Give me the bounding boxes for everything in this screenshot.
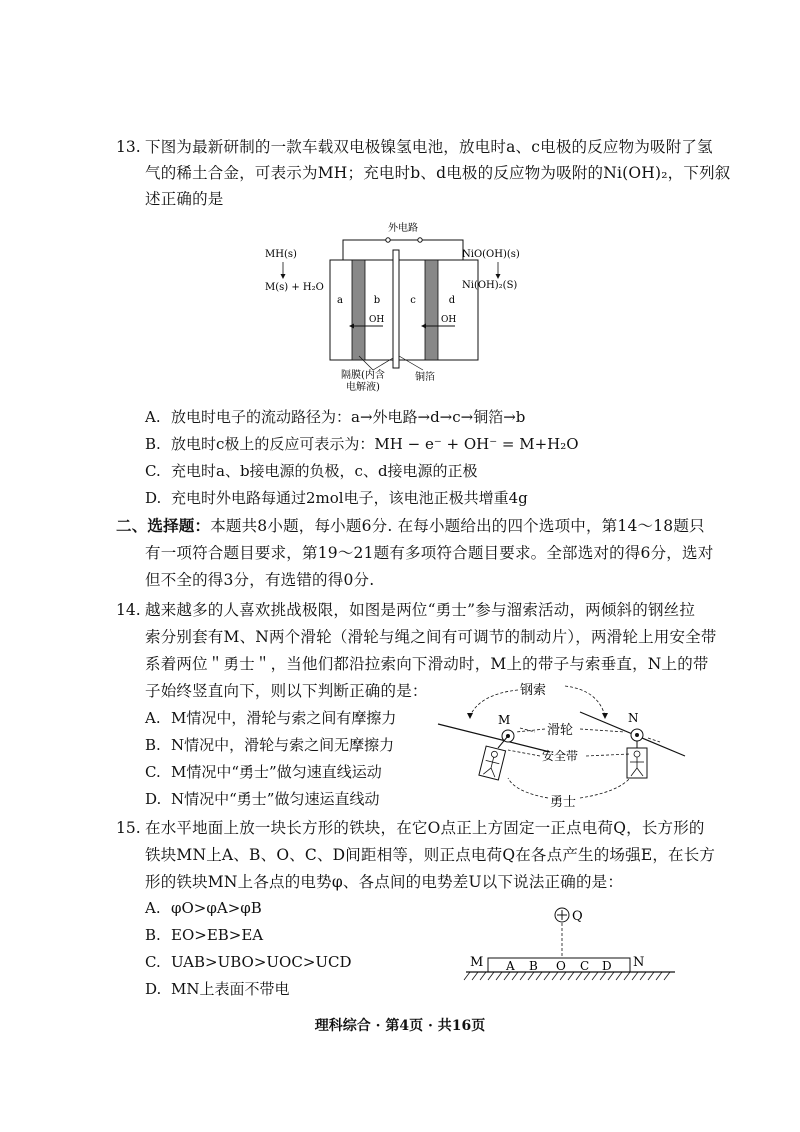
membrane-label-1: 隔膜(内含 bbox=[341, 370, 385, 381]
membrane-label-2: 电解液) bbox=[346, 382, 380, 393]
cable-label: 钢索 bbox=[520, 683, 547, 698]
q14-option-c[interactable] bbox=[145, 762, 382, 782]
label-m: M bbox=[498, 713, 511, 727]
zipline-diagram bbox=[420, 672, 695, 812]
option-text: N情况中“勇士”做匀速运直线动 bbox=[171, 790, 380, 808]
electrode-c bbox=[425, 260, 438, 360]
option-label: D. bbox=[145, 489, 162, 507]
option-label: A. bbox=[145, 408, 161, 426]
option-text: UAB>UBO>UOC>UCD bbox=[171, 953, 352, 971]
q15-option-c[interactable] bbox=[145, 952, 352, 972]
option-text: 充电时外电路每通过2mol电子，该电池正极共增重4g bbox=[171, 489, 528, 507]
option-label: B. bbox=[145, 435, 161, 453]
q13-option-a[interactable] bbox=[145, 407, 525, 427]
label-a: a bbox=[337, 295, 343, 306]
right-bottom-label: Ni(OH)₂(S) bbox=[462, 280, 518, 291]
option-label: C. bbox=[145, 763, 161, 781]
oh-right-label: OH bbox=[441, 315, 457, 325]
q13-line-1: 下图为最新研制的一款车载双电极镍氢电池，放电时a、c电极的反应物为吸附了氢 bbox=[145, 138, 713, 156]
option-text: 放电时电子的流动路径为：a→外电路→d→c→铜箔→b bbox=[171, 408, 526, 426]
q14-line-3: 系着两位＂勇士＂，当他们都沿拉索向下滑动时，M上的带子与索垂直，N上的带 bbox=[145, 655, 709, 673]
oh-left-label: OH bbox=[369, 315, 385, 325]
option-text: 充电时a、b接电源的负极，c、d接电源的正极 bbox=[171, 462, 478, 480]
q14-option-b[interactable] bbox=[145, 735, 394, 755]
belt-label: 安全带 bbox=[542, 749, 579, 763]
section2-line-3: 但不全的得3分，有选错的得0分. bbox=[145, 571, 375, 589]
q14-line-4: 子始终竖直向下，则以下判断正确的是： bbox=[145, 682, 428, 700]
hero-label: 勇士 bbox=[550, 795, 577, 810]
label-d: d bbox=[448, 295, 456, 306]
q15-line-3: 形的铁块MN上各点的电势φ、各点间的电势差U以下说法正确的是： bbox=[145, 873, 624, 891]
option-text: N情况中，滑轮与索之间无摩擦力 bbox=[171, 736, 395, 754]
left-top-label: MH(s) bbox=[265, 249, 297, 260]
q15-option-b[interactable] bbox=[145, 925, 263, 945]
q15-line-2: 铁块MN上A、B、O、C、D间距相等，则正点电荷Q在各点产生的场强E，在长方 bbox=[145, 846, 716, 864]
label-c: C bbox=[580, 959, 590, 973]
option-label: B. bbox=[145, 926, 161, 944]
q15-option-d[interactable] bbox=[145, 979, 290, 999]
section2-title: 二、选择题： bbox=[116, 516, 211, 535]
option-text: 放电时c极上的反应可表示为：MH − e⁻ + OH⁻ = M+H₂O bbox=[171, 435, 579, 453]
q14-line-1: 越来越多的人喜欢挑战极限，如图是两位“勇士”参与溜索活动，两倾斜的钢丝拉 bbox=[145, 601, 696, 619]
option-text: M情况中“勇士”做匀速直线运动 bbox=[171, 763, 382, 781]
option-text: M情况中，滑轮与索之间有摩擦力 bbox=[171, 709, 397, 727]
q14-number: 14. bbox=[116, 601, 141, 619]
electrode-b bbox=[352, 260, 365, 360]
option-text: φO>φA>φB bbox=[171, 899, 262, 917]
label-d: D bbox=[602, 959, 612, 973]
q14-option-a[interactable] bbox=[145, 708, 396, 728]
option-label: A. bbox=[145, 899, 161, 917]
q13-option-c[interactable] bbox=[145, 461, 478, 481]
charge-diagram bbox=[460, 900, 685, 990]
q15-number: 15. bbox=[116, 819, 141, 837]
option-label: C. bbox=[145, 953, 161, 971]
label-c: c bbox=[410, 295, 416, 306]
battery-diagram bbox=[255, 218, 555, 398]
label-b: b bbox=[373, 295, 381, 306]
q15-option-a[interactable] bbox=[145, 898, 262, 918]
label-n: N bbox=[633, 955, 645, 970]
section2-text-1: 本题共8小题，每小题6分. 在每小题给出的四个选项中，第14～18题只 bbox=[210, 517, 705, 535]
page-footer: 理科综合 · 第4页 · 共16页 bbox=[314, 1018, 486, 1034]
option-label: D. bbox=[145, 790, 162, 808]
q13-line-3: 述正确的是 bbox=[145, 190, 224, 208]
copper-foil bbox=[393, 250, 399, 368]
label-n: N bbox=[628, 711, 639, 725]
label-o: O bbox=[556, 959, 566, 973]
external-circuit-label: 外电路 bbox=[388, 223, 418, 234]
option-text: EO>EB>EA bbox=[171, 926, 264, 944]
option-label: D. bbox=[145, 980, 162, 998]
q13-number: 13. bbox=[116, 138, 141, 156]
left-bottom-label: M(s) + H₂O bbox=[265, 282, 324, 293]
q14-line-2: 索分别套有M、N两个滑轮（滑轮与绳之间有可调节的制动片），两滑轮上用安全带 bbox=[145, 628, 717, 646]
q13-option-b[interactable] bbox=[145, 434, 579, 454]
option-label: C. bbox=[145, 462, 161, 480]
right-top-label: NiO(OH)(s) bbox=[462, 249, 520, 260]
pulley-label: 滑轮 bbox=[547, 723, 574, 738]
copper-label: 铜箔 bbox=[415, 372, 435, 383]
label-b: B bbox=[529, 959, 538, 973]
option-text: MN上表面不带电 bbox=[171, 980, 290, 998]
section2-line-2: 有一项符合题目要求，第19～21题有多项符合题目要求。全部选对的得6分，选对 bbox=[145, 544, 714, 562]
section2-line-1 bbox=[116, 516, 705, 536]
option-label: B. bbox=[145, 736, 161, 754]
option-label: A. bbox=[145, 709, 161, 727]
q13-line-2: 气的稀土合金，可表示为MH；充电时b、d电极的反应物为吸附的Ni(OH)₂，下列叙 bbox=[145, 164, 731, 182]
label-q: Q bbox=[572, 909, 583, 924]
label-a: A bbox=[506, 959, 515, 973]
q13-option-d[interactable] bbox=[145, 488, 528, 508]
label-m: M bbox=[470, 955, 484, 970]
q15-line-1: 在水平地面上放一块长方形的铁块，在它O点正上方固定一正点电荷Q，长方形的 bbox=[145, 819, 705, 837]
q14-option-d[interactable] bbox=[145, 789, 379, 809]
